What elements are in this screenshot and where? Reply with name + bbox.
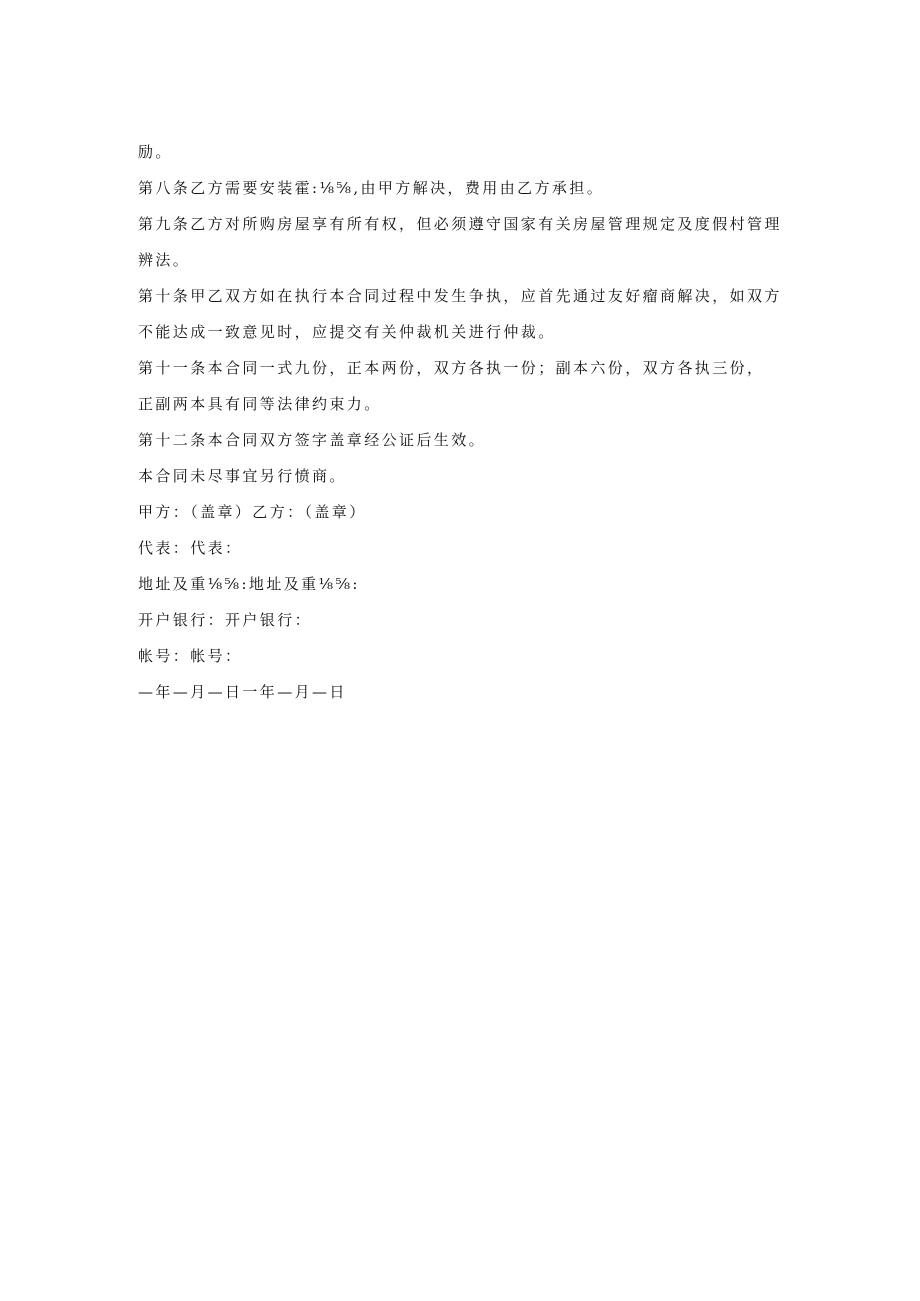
account-row: 帐号：帐号： xyxy=(138,647,243,665)
unresolved-matters: 本合同未尽事宜另行愤商。 xyxy=(138,467,347,485)
text-line-1: 励。 xyxy=(138,143,173,161)
address-row: 地址及重⅛⅝:地址及重⅛⅝: xyxy=(138,575,360,593)
article-10-line-1: 第十条甲乙双方如在执行本合同过程中发生争执，应首先通过友好瘤商解决，如双方 xyxy=(138,287,782,305)
representative-row: 代表：代表： xyxy=(138,539,243,557)
signature-seal-row: 甲方：（盖章）乙方：（盖章） xyxy=(138,503,367,521)
article-9-line-2: 辨法。 xyxy=(138,251,191,269)
article-11-line-2: 正副两本具有同等法律约束力。 xyxy=(138,395,382,413)
date-row: —年—月—日一年—月—日 xyxy=(138,683,347,701)
article-8: 第八条乙方需要安装霍:⅛⅝,由甲方解决，费用由乙方承担。 xyxy=(138,179,605,197)
article-9-line-1: 第九条乙方对所购房屋享有所有权，但必须遵守国家有关房屋管理规定及度假村管理 xyxy=(138,215,782,233)
contract-body xyxy=(138,143,788,719)
bank-row: 开户银行：开户银行： xyxy=(138,611,313,629)
article-11-line-1: 第十一条本合同一式九份，正本两份，双方各执一份；副本六份，双方各执三份， xyxy=(138,359,765,377)
article-12: 第十二条本合同双方签字盖章经公证后生效。 xyxy=(138,431,487,449)
article-10-line-2: 不能达成一致意见时，应提交有关仲裁机关进行仲裁。 xyxy=(138,323,556,341)
